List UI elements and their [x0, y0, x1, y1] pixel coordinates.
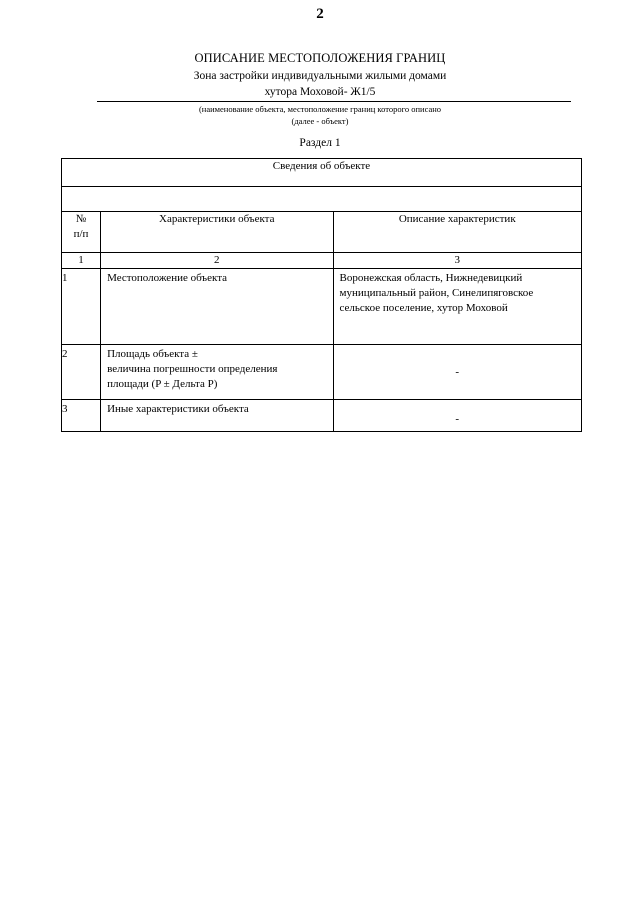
table-column-numbers — [62, 253, 582, 269]
row-number: 3 — [62, 400, 101, 432]
table-empty-row — [62, 187, 582, 212]
column-header-number — [62, 212, 101, 253]
table-row — [62, 269, 582, 345]
table-column-headers — [62, 212, 582, 253]
section-title: Раздел 1 — [299, 137, 341, 149]
table-row — [62, 345, 582, 400]
row-description-line: муниципальный район, Синелипяговское — [339, 287, 534, 299]
column-header-number-line-1: № — [75, 213, 87, 225]
table-row — [62, 400, 582, 432]
column-number: 2 — [101, 253, 333, 269]
row-characteristic-line: величина погрешности определения — [107, 363, 278, 375]
row-description-line: сельское поселение, хутор Моховой — [339, 302, 508, 314]
row-characteristic-line: Местоположение объекта — [107, 272, 228, 284]
object-hint-line-1: (наименование объекта, местоположение границ которого описано — [198, 104, 442, 114]
object-name-line-2: хутора Моховой- Ж1/5 — [264, 86, 376, 98]
row-description: - — [333, 400, 582, 432]
object-hint-line-2: (далее - объект) — [291, 116, 349, 126]
row-characteristic-line: Иные характеристики объекта — [107, 403, 249, 415]
document-title: ОПИСАНИЕ МЕСТОПОЛОЖЕНИЯ ГРАНИЦ — [194, 51, 446, 65]
row-description-line: Воронежская область, Нижнедевицкий — [339, 272, 523, 284]
row-number: 2 — [62, 345, 101, 400]
column-header-number-line-2: п/п — [73, 228, 89, 240]
row-description — [333, 269, 582, 345]
row-characteristic — [101, 345, 333, 400]
table-empty-cell — [62, 187, 582, 212]
table-header-row — [62, 159, 582, 187]
column-number: 3 — [333, 253, 582, 269]
object-info-table — [61, 158, 582, 432]
row-number: 1 — [62, 269, 101, 345]
row-characteristic-line: Площадь объекта ± — [107, 348, 198, 360]
object-name-line-1: Зона застройки индивидуальными жилыми домами — [193, 70, 447, 82]
column-header-description: Описание характеристик — [333, 212, 582, 253]
column-number: 1 — [62, 253, 101, 269]
row-characteristic — [101, 400, 333, 432]
row-characteristic-line: площади (P ± Дельта P) — [107, 378, 218, 390]
object-name-underline — [97, 101, 571, 102]
column-header-characteristic: Характеристики объекта — [101, 212, 333, 253]
table-header: Сведения об объекте — [62, 159, 582, 187]
page-number: 2 — [316, 6, 324, 22]
row-characteristic — [101, 269, 333, 345]
row-description: - — [333, 345, 582, 400]
